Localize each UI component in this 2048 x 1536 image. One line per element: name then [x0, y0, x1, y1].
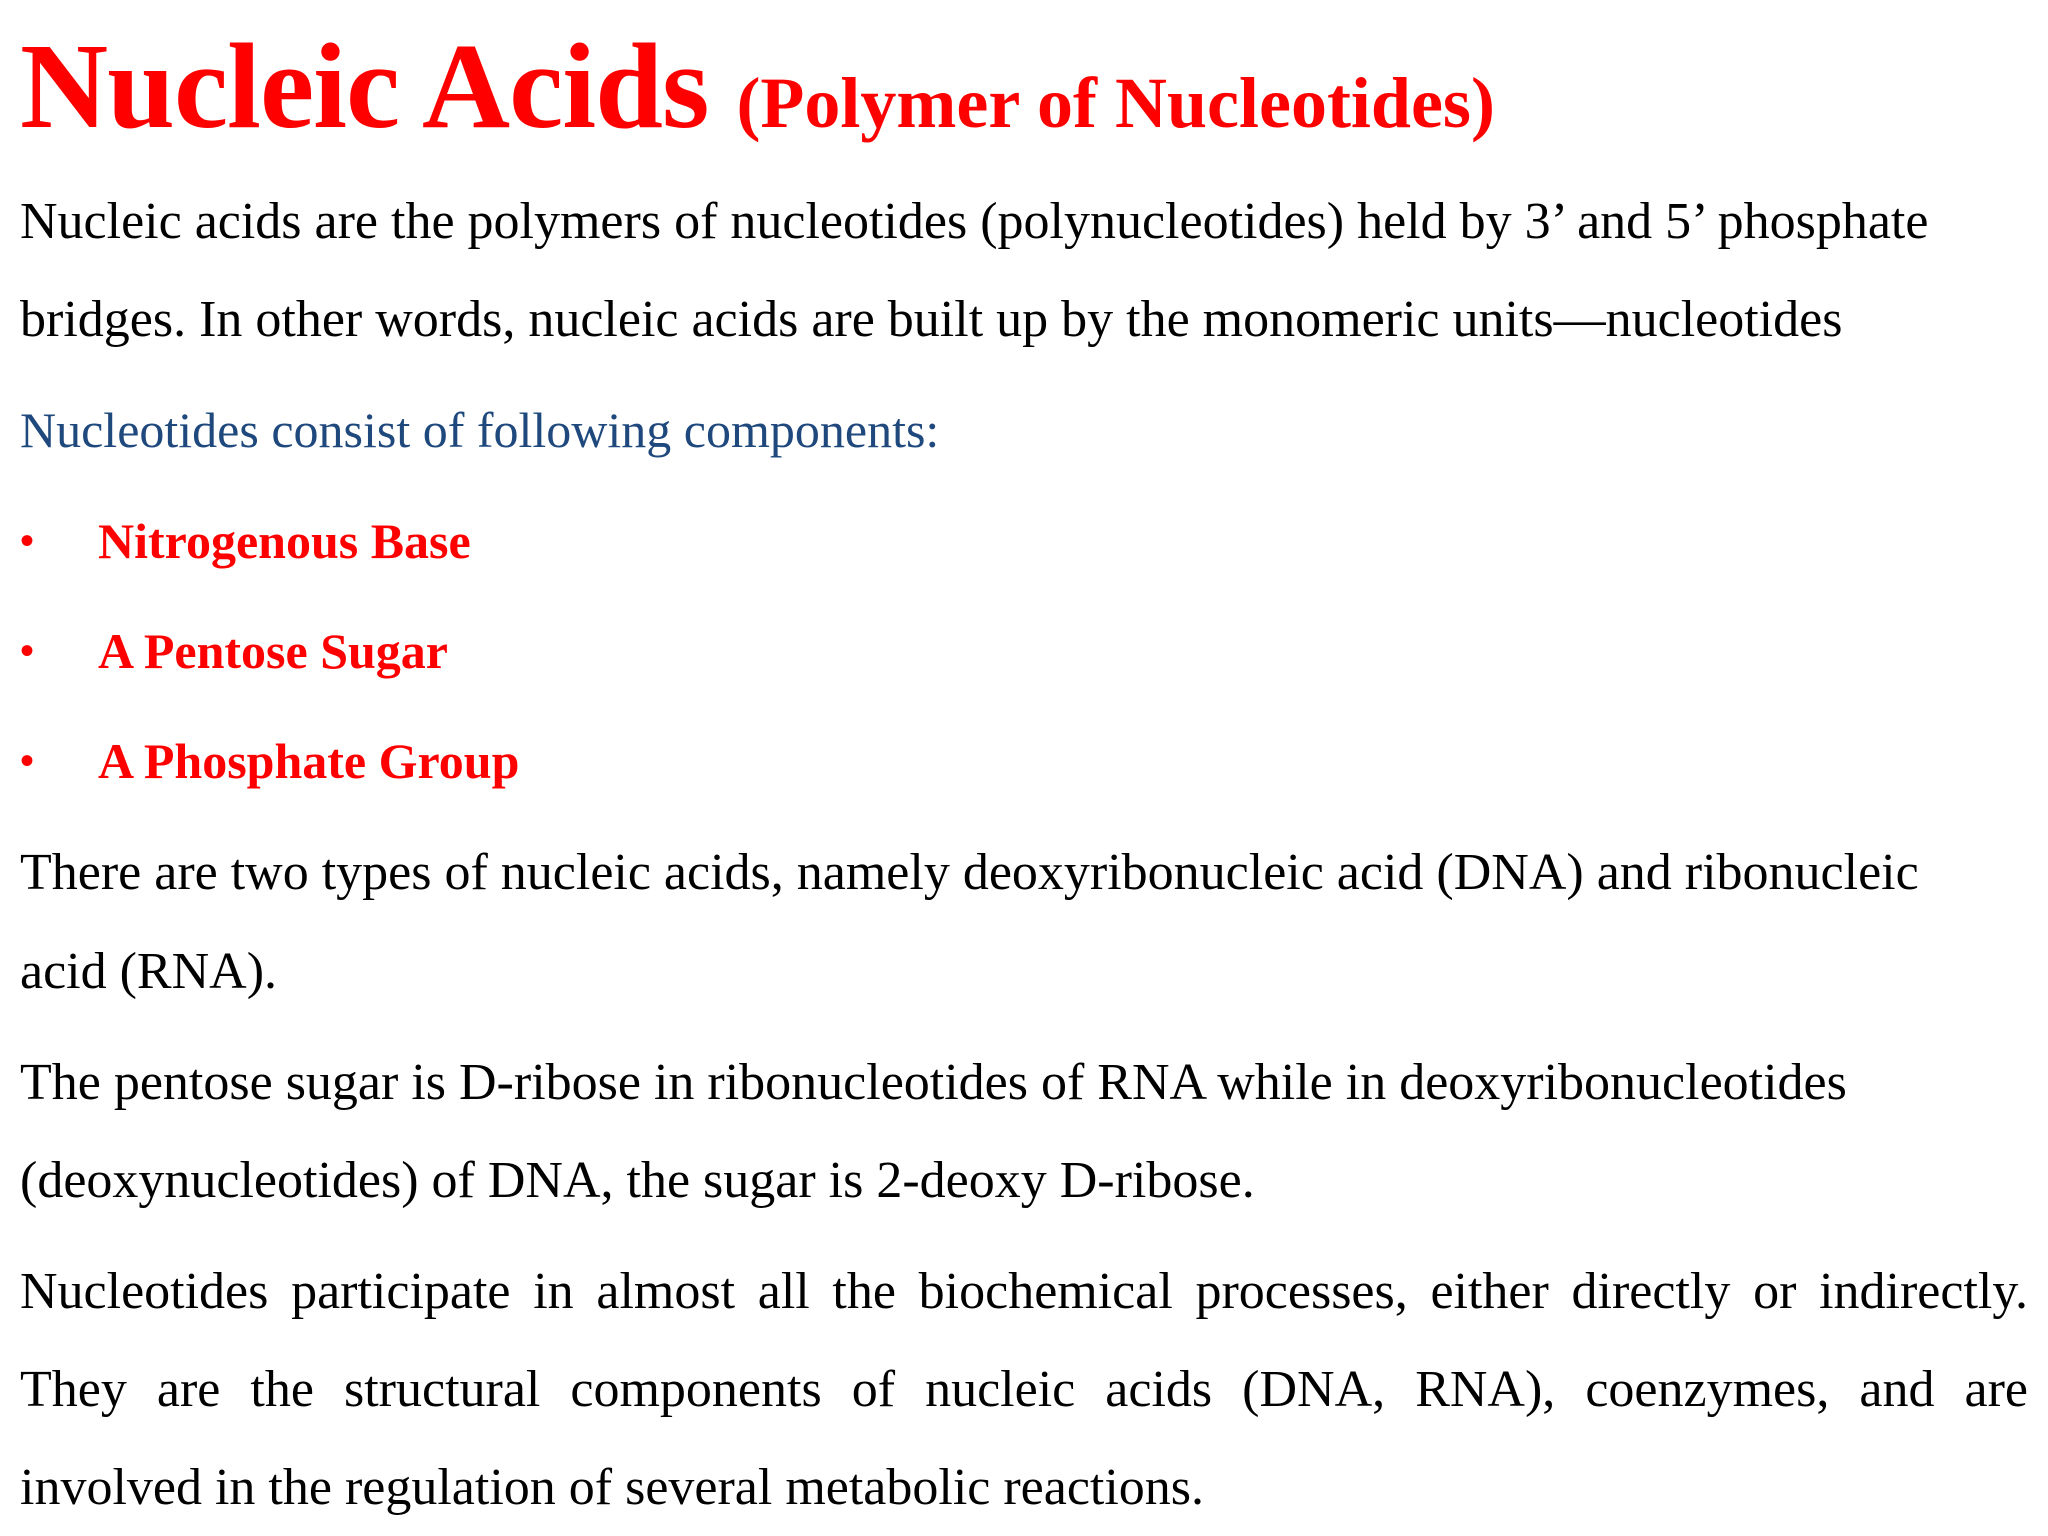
paragraph-3-line-1: The pentose sugar is D-ribose in ribonucleotides of RNA while in deoxyribonucleotides: [20, 1054, 1847, 1111]
paragraph-4-line-1: Nucleotides participate in almost all the biochemical processes, either directly or indirectly.: [20, 1263, 2028, 1320]
paragraph-2-line-1: There are two types of nucleic acids, namely deoxyribonucleic acid (DNA) and ribonucleic: [20, 844, 1919, 901]
components-heading: Nucleotides consist of following components:: [20, 402, 940, 458]
paragraph-4-line-3: involved in the regulation of several metabolic reactions.: [20, 1459, 1205, 1516]
paragraph-4-line-2: They are the structural components of nucleic acids (DNA, RNA), coenzymes, and are: [20, 1361, 2028, 1418]
bullet-icon: •: [20, 518, 35, 563]
list-item-label: A Phosphate Group: [98, 733, 520, 789]
paragraph-1-line-2: bridges. In other words, nucleic acids are built up by the monomeric units—nucleotides: [20, 291, 1843, 348]
paragraph-2-line-2: acid (RNA).: [20, 943, 278, 1000]
list-item-label: A Pentose Sugar: [98, 623, 448, 679]
title-main: Nucleic Acids: [20, 19, 709, 154]
paragraph-3-line-2: (deoxynucleotides) of DNA, the sugar is 2-deoxy D-ribose.: [20, 1152, 1255, 1209]
title-subtitle: (Polymer of Nucleotides): [736, 63, 1495, 143]
paragraph-1-line-1: Nucleic acids are the polymers of nucleotides (polynucleotides) held by 3’ and 5’ phosphate: [20, 193, 1929, 250]
page-title: [20, 19, 1495, 154]
bullet-icon: •: [20, 738, 35, 783]
bullet-icon: •: [20, 628, 35, 673]
list-item-label: Nitrogenous Base: [98, 513, 471, 569]
